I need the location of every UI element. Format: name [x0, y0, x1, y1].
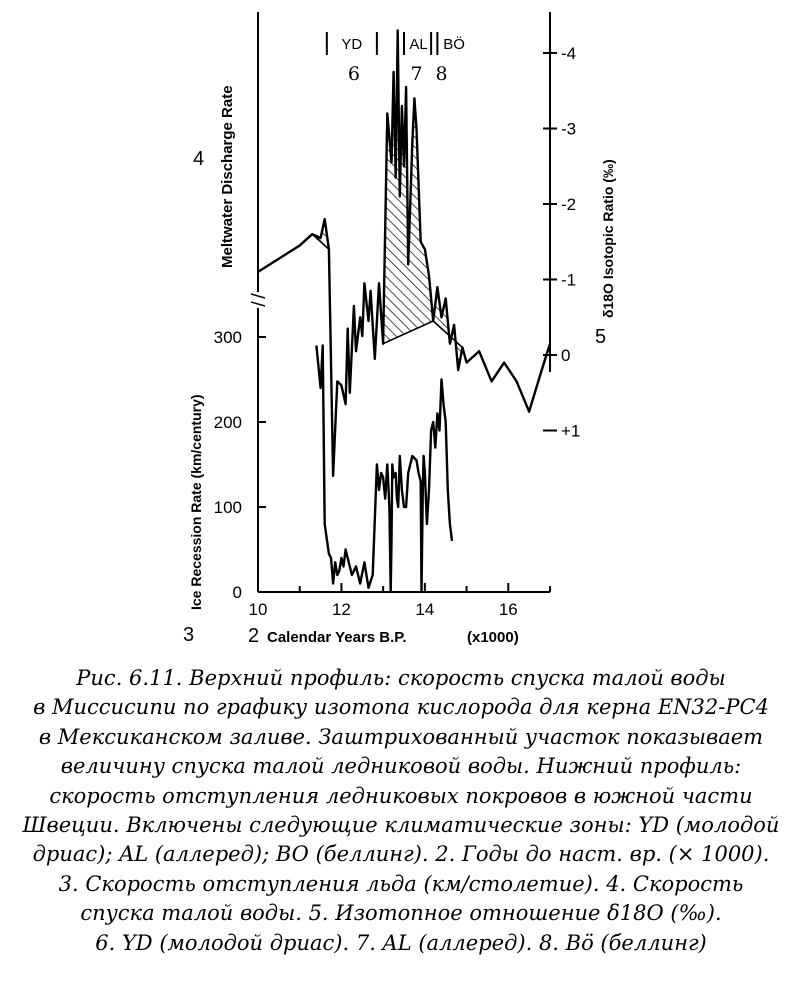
y-tick-label-300: 300 — [213, 328, 242, 347]
zone-number-6: 6 — [347, 63, 360, 85]
zone-label-YD: YD — [341, 36, 363, 53]
caption-line-2: в Миссисипи по графику изотопа кислорода для керна EN32-PC4 — [33, 695, 769, 720]
caption-line-6: Швеции. Включены следующие климатические зоны: YD (молодой — [22, 813, 780, 838]
upper-left-axis-title: Meltwater Discharge Rate — [219, 85, 236, 268]
x-tick-label-10: 10 — [248, 600, 268, 619]
right-tick-label-2: -2 — [561, 195, 577, 214]
right-tick-label-0: -4 — [561, 44, 577, 63]
y-tick-label-200: 200 — [213, 413, 242, 432]
x-tick-label-14: 14 — [415, 600, 435, 619]
caption-line-3: в Мексиканском заливе. Заштрихованный участок показывает — [38, 724, 764, 749]
upper-left-marker: 4 — [193, 148, 205, 170]
right-axis-marker: 5 — [595, 326, 607, 348]
caption-line-10: 6. YD (молодой дриас). 7. AL (аллеред). 8. Вö (беллинг) — [95, 930, 707, 955]
figure-caption — [20, 664, 782, 958]
caption-line-4: величину спуска талой ледниковой воды. Нижний профиль: — [60, 754, 742, 779]
climate-zones — [327, 32, 465, 85]
caption-line-9: спуска талой воды. 5. Изотопное отношение δ18O (‰). — [80, 901, 722, 926]
right-tick-label-1: -3 — [561, 119, 577, 139]
zone-number-8: 8 — [435, 63, 448, 85]
x-tick-label-16: 16 — [498, 600, 518, 619]
caption-line-8: 3. Скорость отступления льда (км/столетие). 4. Скорость — [58, 871, 744, 896]
caption-line-5: скорость отступления ледниковых покровов в южной части — [49, 783, 753, 808]
y-tick-label-0: 0 — [232, 583, 242, 602]
right-tick-label-5: +1 — [561, 421, 581, 441]
x-axis-unit: (x1000) — [467, 629, 519, 646]
x-axis-marker: 2 — [248, 625, 260, 647]
lower-left-marker: 3 — [183, 624, 195, 646]
lower-left-axis-title: Ice Recession Rate (km/century) — [188, 394, 204, 610]
right-tick-label-4: 0 — [561, 346, 571, 365]
axis-break-2 — [251, 302, 265, 306]
right-tick-label-3: -1 — [561, 270, 577, 290]
axis-break-1 — [251, 294, 265, 298]
x-axis-ticks — [249, 583, 550, 619]
right-axis-ticks — [543, 44, 580, 441]
x-tick-label-12: 12 — [331, 600, 351, 619]
zone-label-AL: AL — [409, 36, 428, 53]
right-axis-title: δ18O Isotopic Ratio (‰) — [600, 159, 616, 318]
zone-label-BÖ: BÖ — [443, 36, 465, 53]
caption-line-7: дриас); AL (аллеред); BO (беллинг). 2. Годы до наст. вр. (× 1000). — [32, 842, 770, 867]
y-tick-label-100: 100 — [213, 498, 242, 517]
zone-number-7: 7 — [410, 63, 423, 85]
caption-line-1: Рис. 6.11. Верхний профиль: скорость спуска талой воды — [76, 666, 726, 690]
x-axis-title: Calendar Years B.P. — [267, 629, 407, 646]
